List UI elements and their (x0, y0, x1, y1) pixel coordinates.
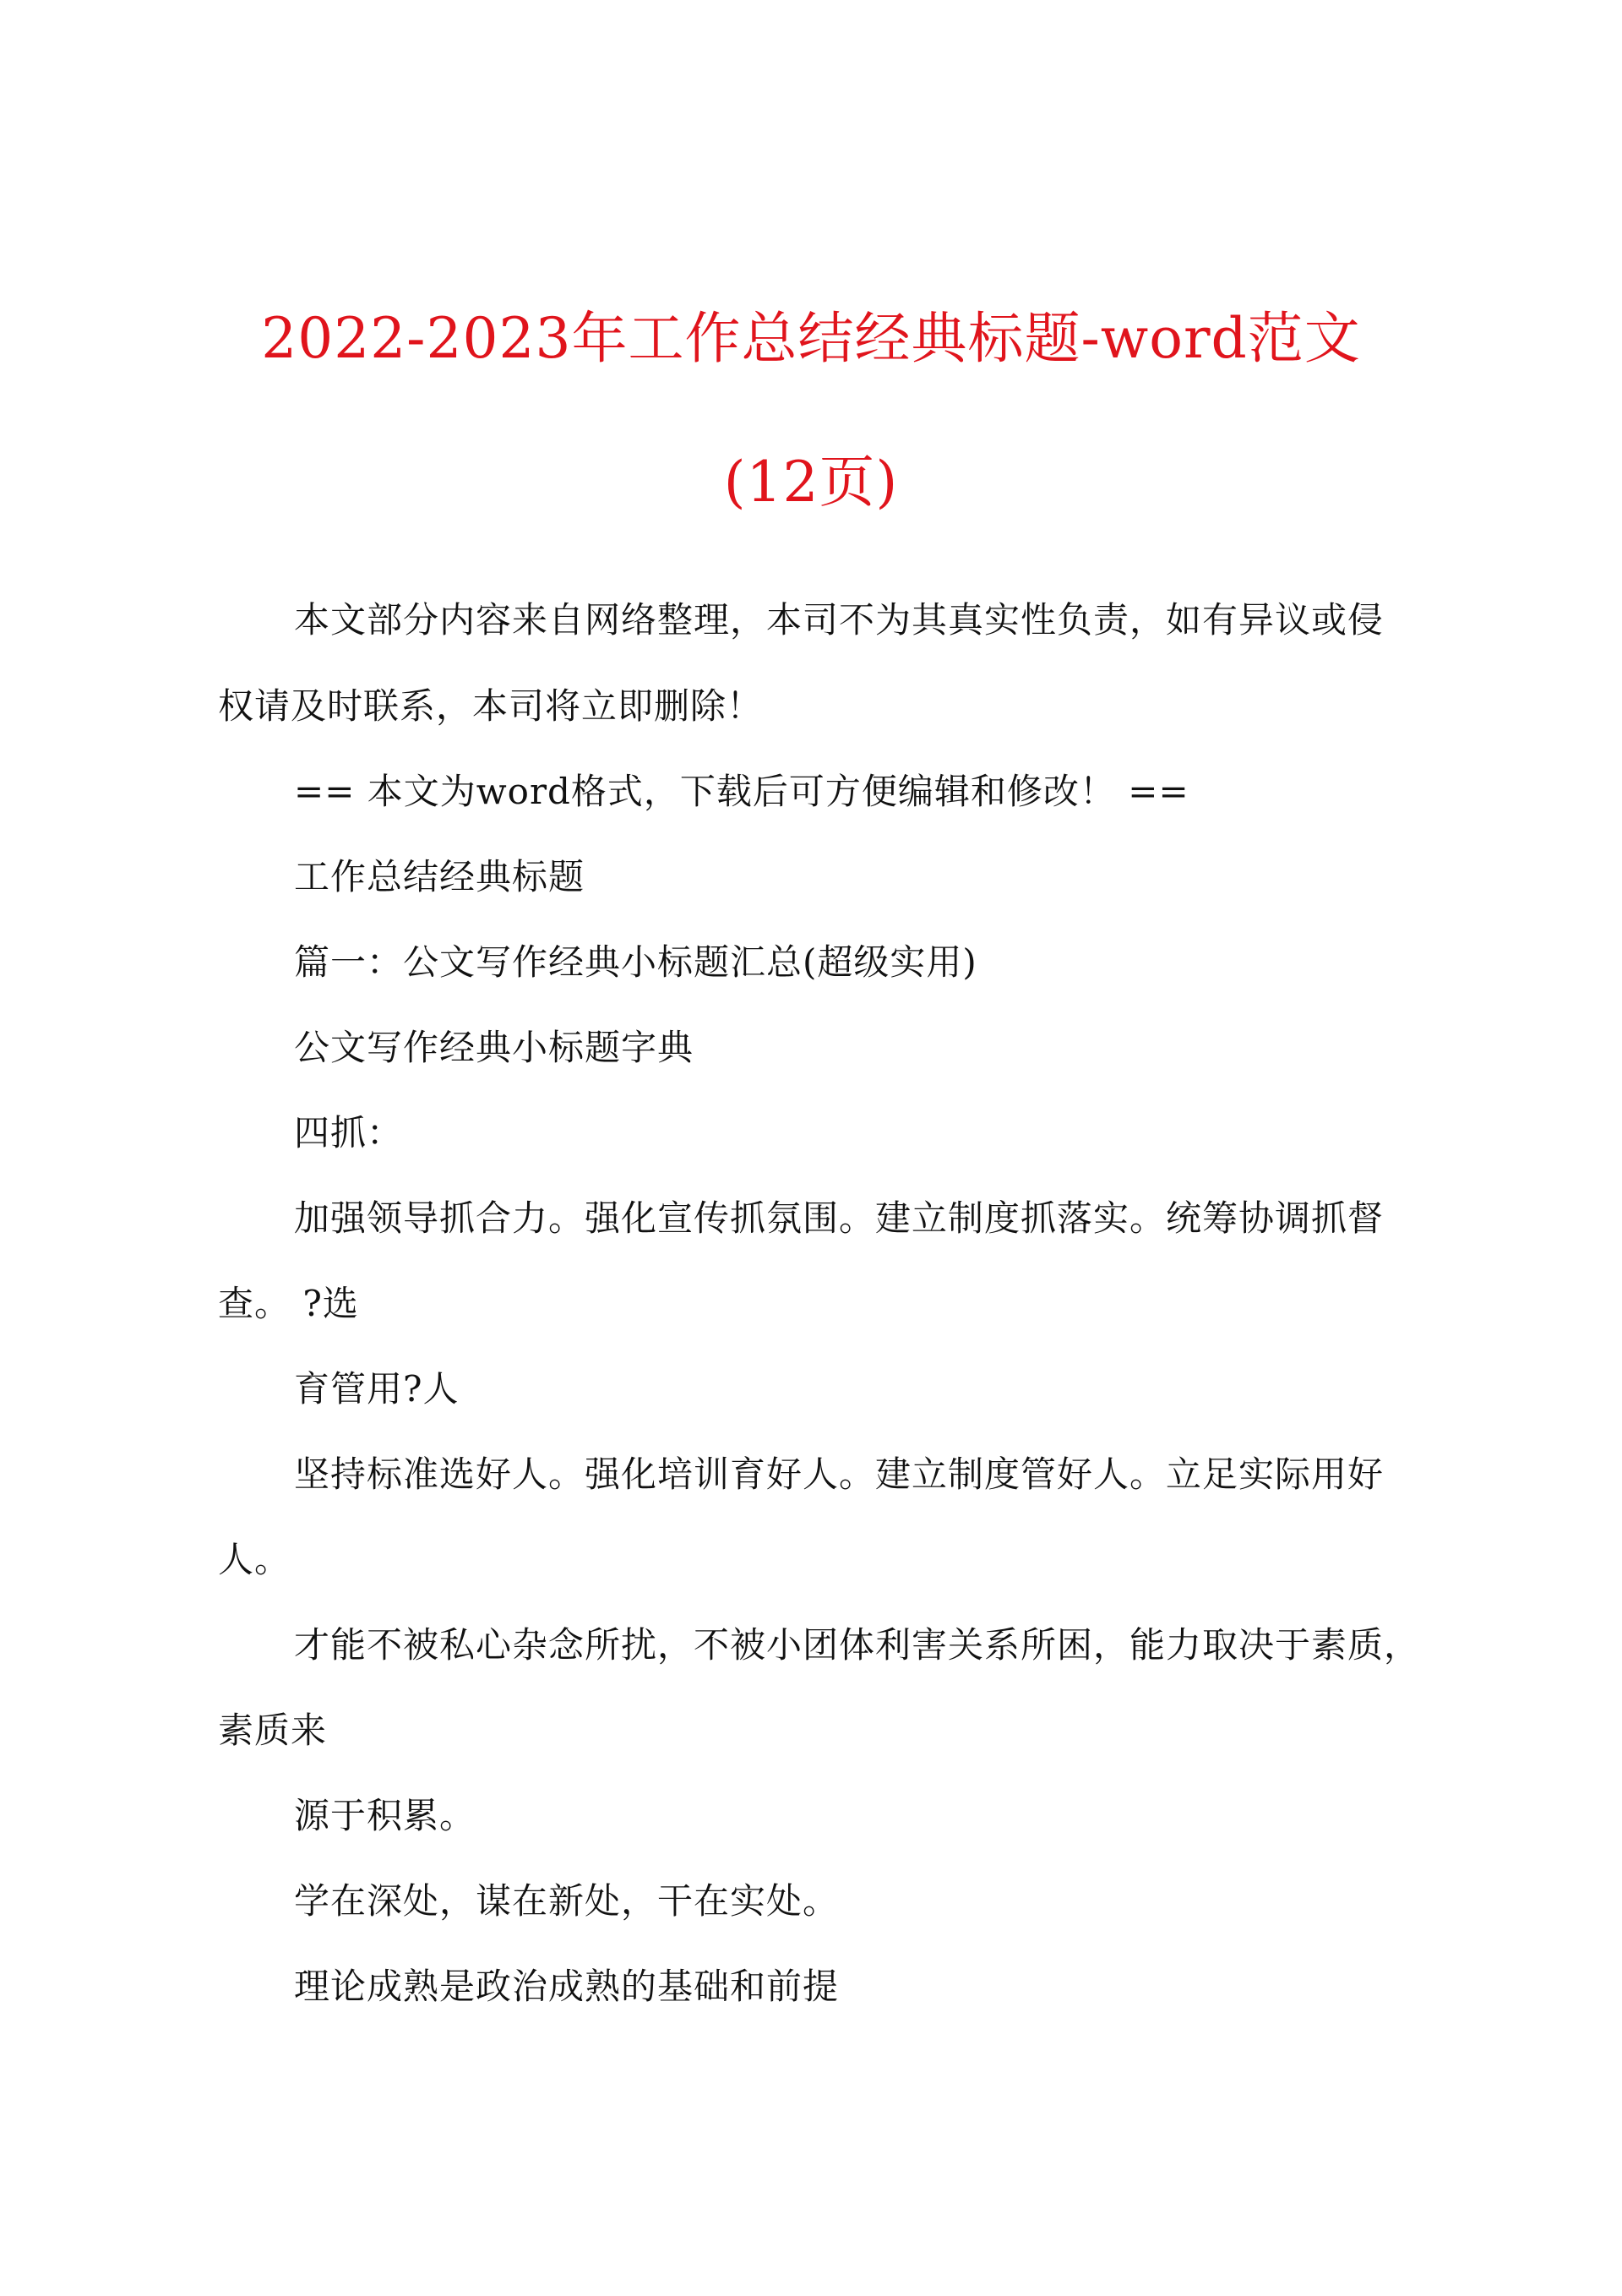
paragraph-line: 理论成熟是政治成熟的基础和前提 (294, 1966, 840, 2007)
paragraph-line: 才能不被私心杂念所扰，不被小团体利害关系所困，能力取决于素质， (294, 1624, 1421, 1666)
paragraph-line: 加强领导抓合力。强化宣传抓氛围。建立制度抓落实。统筹协调抓督 (294, 1197, 1385, 1239)
paragraph-line: 育管用?人 (294, 1368, 460, 1410)
paragraph-line: 查。 ?选 (218, 1283, 359, 1324)
paragraph-line: == 本文为word格式，下载后可方便编辑和修改！ == (294, 771, 1189, 812)
paragraph-line: 坚持标准选好人。强化培训育好人。建立制度管好人。立足实际用好 (294, 1453, 1385, 1495)
paragraph-line: 公文写作经典小标题字典 (294, 1027, 694, 1068)
paragraph-line: 工作总结经典标题 (294, 856, 585, 897)
paragraph-line: 四抓： (294, 1112, 404, 1153)
paragraph-line: 素质来 (218, 1710, 328, 1751)
paragraph-line: 篇一：公文写作经典小标题汇总(超级实用) (294, 941, 977, 983)
paragraph-line: 权请及时联系，本司将立即删除！ (218, 685, 764, 727)
paragraph-line: 学在深处，谋在新处，干在实处。 (294, 1880, 840, 1922)
document-title-line-1: 2022-2023年工作总结经典标题-word范文 (261, 306, 1361, 371)
paragraph-line: 本文部分内容来自网络整理，本司不为其真实性负责，如有异议或侵 (294, 599, 1385, 641)
document-title-line-2: (12页) (723, 450, 899, 515)
paragraph-line: 源于积累。 (294, 1795, 476, 1836)
paragraph-line: 人。 (218, 1539, 291, 1580)
